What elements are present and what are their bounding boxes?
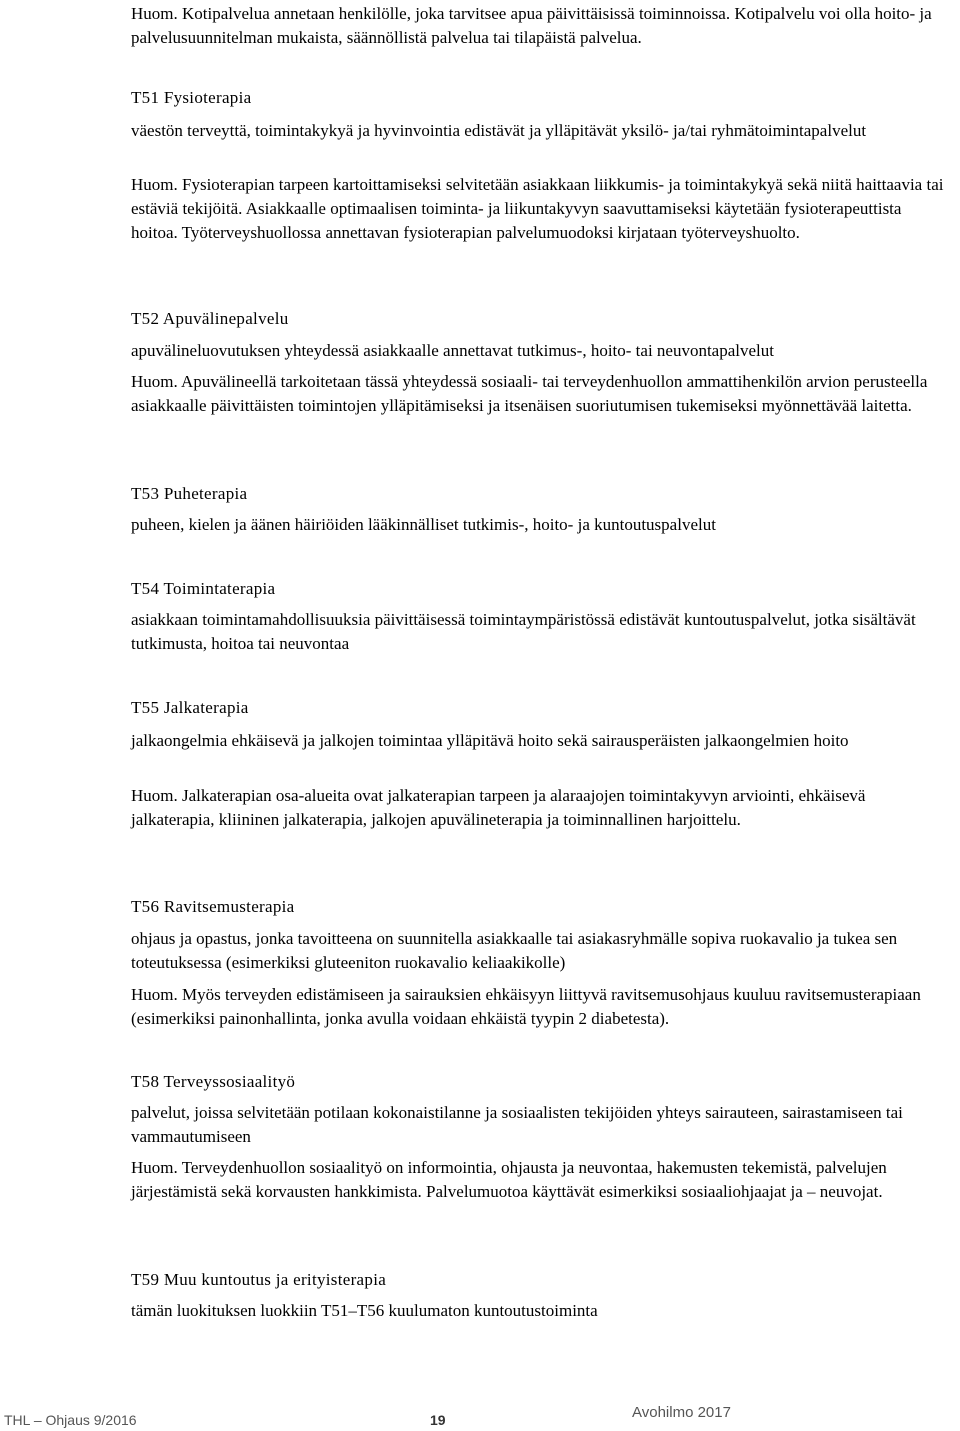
- section-definition-t58: palvelut, joissa selvitetään potilaan kokonaistilanne ja sosiaalisten tekijöiden yhteys sairauteen, sairastamiseen tai vammautumiseen: [131, 1103, 903, 1146]
- section-definition-t53: puheen, kielen ja äänen häiriöiden lääkinnälliset tutkimis-, hoito- ja kuntoutuspalvelut: [131, 515, 716, 534]
- section-definition-t59: tämän luokituksen luokkiin T51–T56 kuulumaton kuntoutustoiminta: [131, 1301, 598, 1320]
- page-number: 19: [430, 1412, 446, 1428]
- section-heading-t51: T51 Fysioterapia: [131, 88, 252, 107]
- section-heading-t54: T54 Toimintaterapia: [131, 579, 276, 598]
- section-note-t52: Huom. Apuvälineellä tarkoitetaan tässä yhteydessä sosiaali- tai terveydenhuollon ammattihenkilön arvion perusteella asiakkaalle päivittäisten toimintojen ylläpitämiseksi ja itsenäisen suoriutumisen tukemiseksi myönnettävää laitetta.: [131, 372, 928, 415]
- section-note-t56: Huom. Myös terveyden edistämiseen ja sairauksien ehkäisyyn liittyvä ravitsemusohjaus kuuluu ravitsemusterapiaan (esimerkiksi painonhallinta, jonka avulla voidaan ehkäistä tyypin 2 diabetesta).: [131, 985, 921, 1028]
- section-definition-t52: apuvälineluovutuksen yhteydessä asiakkaalle annettavat tutkimus-, hoito- tai neuvontapalvelut: [131, 341, 774, 360]
- section-heading-t52: T52 Apuvälinepalvelu: [131, 309, 289, 328]
- footer-publication: THL – Ohjaus 9/2016: [4, 1412, 137, 1428]
- section-note-t58: Huom. Terveydenhuollon sosiaalityö on informointia, ohjausta ja neuvontaa, hakemusten tekemistä, palvelujen järjestämistä sekä korvausten hankkimista. Palvelumuotoa käyttävät esimerkiksi sosiaaliohjaajat ja – neuvojat.: [131, 1158, 887, 1201]
- section-heading-t55: T55 Jalkaterapia: [131, 698, 249, 717]
- section-heading-t58: T58 Terveyssosiaalityö: [131, 1072, 296, 1091]
- top-note: Huom. Kotipalvelua annetaan henkilölle, joka tarvitsee apua päivittäisissä toiminnoissa. Kotipalvelu voi olla hoito- ja palvelusuunnitelman mukaista, säännöllistä palvelua tai tilapäistä palvelua.: [131, 4, 932, 47]
- section-definition-t55: jalkaongelmia ehkäisevä ja jalkojen toimintaa ylläpitävä hoito sekä sairausperäisten jalkaongelmien hoito: [131, 731, 849, 750]
- section-heading-t59: T59 Muu kuntoutus ja erityisterapia: [131, 1270, 387, 1289]
- footer-document-name: Avohilmo 2017: [632, 1404, 731, 1421]
- section-heading-t56: T56 Ravitsemusterapia: [131, 897, 295, 916]
- section-definition-t51: väestön terveyttä, toimintakykyä ja hyvinvointia edistävät ja ylläpitävät yksilö- ja/tai ryhmätoimintapalvelut: [131, 121, 867, 140]
- section-heading-t53: T53 Puheterapia: [131, 484, 248, 503]
- section-definition-t54: asiakkaan toimintamahdollisuuksia päivittäisessä toimintaympäristössä edistävät kuntoutuspalvelut, jotka sisältävät tutkimusta, hoitoa tai neuvontaa: [131, 610, 916, 653]
- section-definition-t56: ohjaus ja opastus, jonka tavoitteena on suunnitella asiakkaalle tai asiakasryhmälle sopiva ruokavalio ja tukea sen toteutuksessa (esimerkiksi gluteeniton ruokavalio keliaakikolle): [131, 929, 898, 972]
- section-note-t51: Huom. Fysioterapian tarpeen kartoittamiseksi selvitetään asiakkaan liikkumis- ja toimintakykyä sekä niitä haittaavia tai estäviä tekijöitä. Asiakkaalle optimaalisen toiminta- ja liikuntakyvyn saavuttamiseksi käytetään fysioterapeuttista hoitoa. Työterveyshuollossa annettavan fysioterapian palvelumuodoksi kirjataan työterveyshuolto.: [131, 175, 944, 242]
- section-note-t55: Huom. Jalkaterapian osa-alueita ovat jalkaterapian tarpeen ja alaraajojen toimintakyvyn arviointi, ehkäisevä jalkaterapia, kliininen jalkaterapia, jalkojen apuvälineterapia ja toiminnallinen harjoittelu.: [131, 786, 866, 829]
